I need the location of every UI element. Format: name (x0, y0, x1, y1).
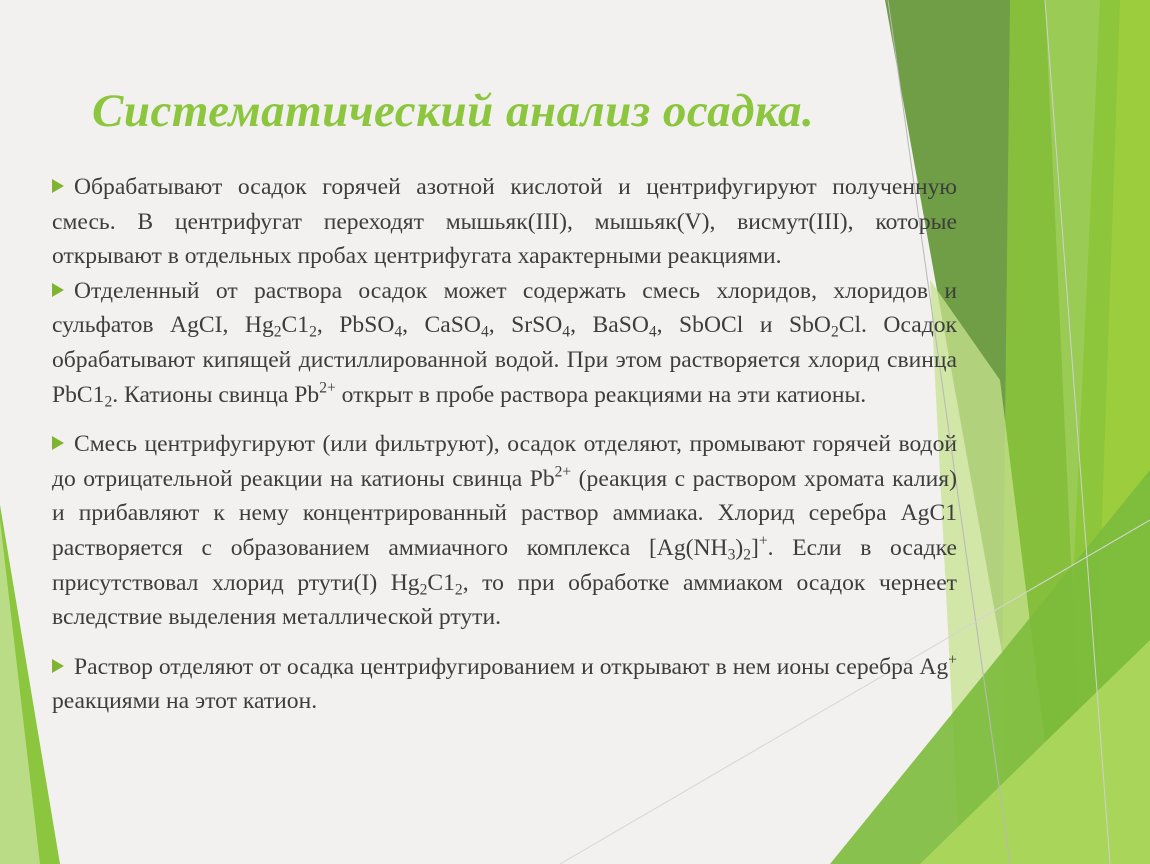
text-run: C1 (427, 569, 455, 596)
triangle-bullet-icon (52, 659, 64, 673)
paragraph-text (52, 651, 957, 715)
subscript: 2 (454, 580, 463, 598)
text-run: , CaSO (402, 312, 481, 339)
text-run: Отделенный от раствора осадок может содержать смесь хлоридов, хлоридов и сульфатов AgCI, Hg (52, 277, 957, 339)
subscript: 2 (273, 323, 282, 341)
text-run: ] (751, 534, 759, 561)
triangle-bullet-icon (52, 179, 64, 193)
slide-body (52, 170, 957, 719)
text-run: ) (735, 534, 744, 561)
paragraph-text (52, 174, 957, 269)
text-run: , BaSO (570, 312, 649, 339)
paragraph-1 (52, 170, 957, 274)
triangle-bullet-icon (52, 283, 64, 297)
subscript: 4 (394, 323, 403, 341)
paragraph-2 (52, 274, 957, 412)
text-run: открыт в пробе раствора реакциями на эти катионы. (335, 381, 867, 408)
paragraph-text (52, 431, 957, 630)
subscript: 3 (727, 546, 736, 564)
superscript: 2+ (319, 379, 336, 397)
text-run: . Если в осадке присутствовал хлорид ртути(I) Hg (52, 534, 957, 596)
subscript: 2 (743, 546, 751, 564)
text-run: Cl. Осадок обрабатывают кипящей дистиллированной водой. При этом растворяется хлорид свинца PbC1 (52, 312, 957, 408)
subscript: 2 (309, 323, 317, 341)
subscript: 2 (419, 580, 428, 598)
subscript: 4 (562, 323, 571, 341)
paragraph-3 (52, 427, 957, 635)
text-run: C1 (281, 312, 310, 339)
paragraph-text (52, 278, 957, 408)
superscript: + (948, 651, 957, 669)
superscript: 2+ (554, 463, 572, 481)
text-run: , SrSO (488, 312, 563, 339)
subscript: 4 (480, 323, 489, 341)
triangle-bullet-icon (52, 436, 64, 450)
subscript: 2 (830, 323, 839, 341)
subscript: 4 (648, 323, 657, 341)
subscript: 2 (104, 392, 113, 410)
text-run: Раствор отделяют от осадка центрифугированием и открывают в нем ионы серебра Ag (74, 653, 949, 680)
paragraph-4 (52, 650, 957, 719)
text-run: , PbSO (316, 312, 395, 339)
text-run: Смесь центрифугируют (или фильтруют), осадок отделяют, промывают горячей водой до отрицательной реакции на катионы свинца Pb (52, 431, 957, 492)
superscript: + (758, 532, 768, 550)
text-run: Обрабатывают осадок горячей азотной кислотой и центрифугируют полученную смесь. В центрифугат переходят мышьяк(III), мышьяк(V), висмут(III), которые открывают в отдельных пробах центрифугата характерными реакциями. (52, 174, 957, 270)
text-run: (реакция с раствором хромата калия) и прибавляют к нему концентрированный раствор аммиака. Хлорид серебра AgC1 растворяется с образованием аммиачного комплекса [Ag(NH (52, 465, 957, 561)
slide-title: Систематический анализ осадка. (92, 85, 815, 137)
text-run: реакциями на этот катион. (52, 688, 318, 715)
text-run: . Катионы свинца Pb (112, 381, 320, 408)
text-run: , то при обработке аммиаком осадок чернеет вследствие выделения металлической ртути. (52, 569, 957, 631)
text-run: , SbOCl и SbO (656, 312, 831, 339)
